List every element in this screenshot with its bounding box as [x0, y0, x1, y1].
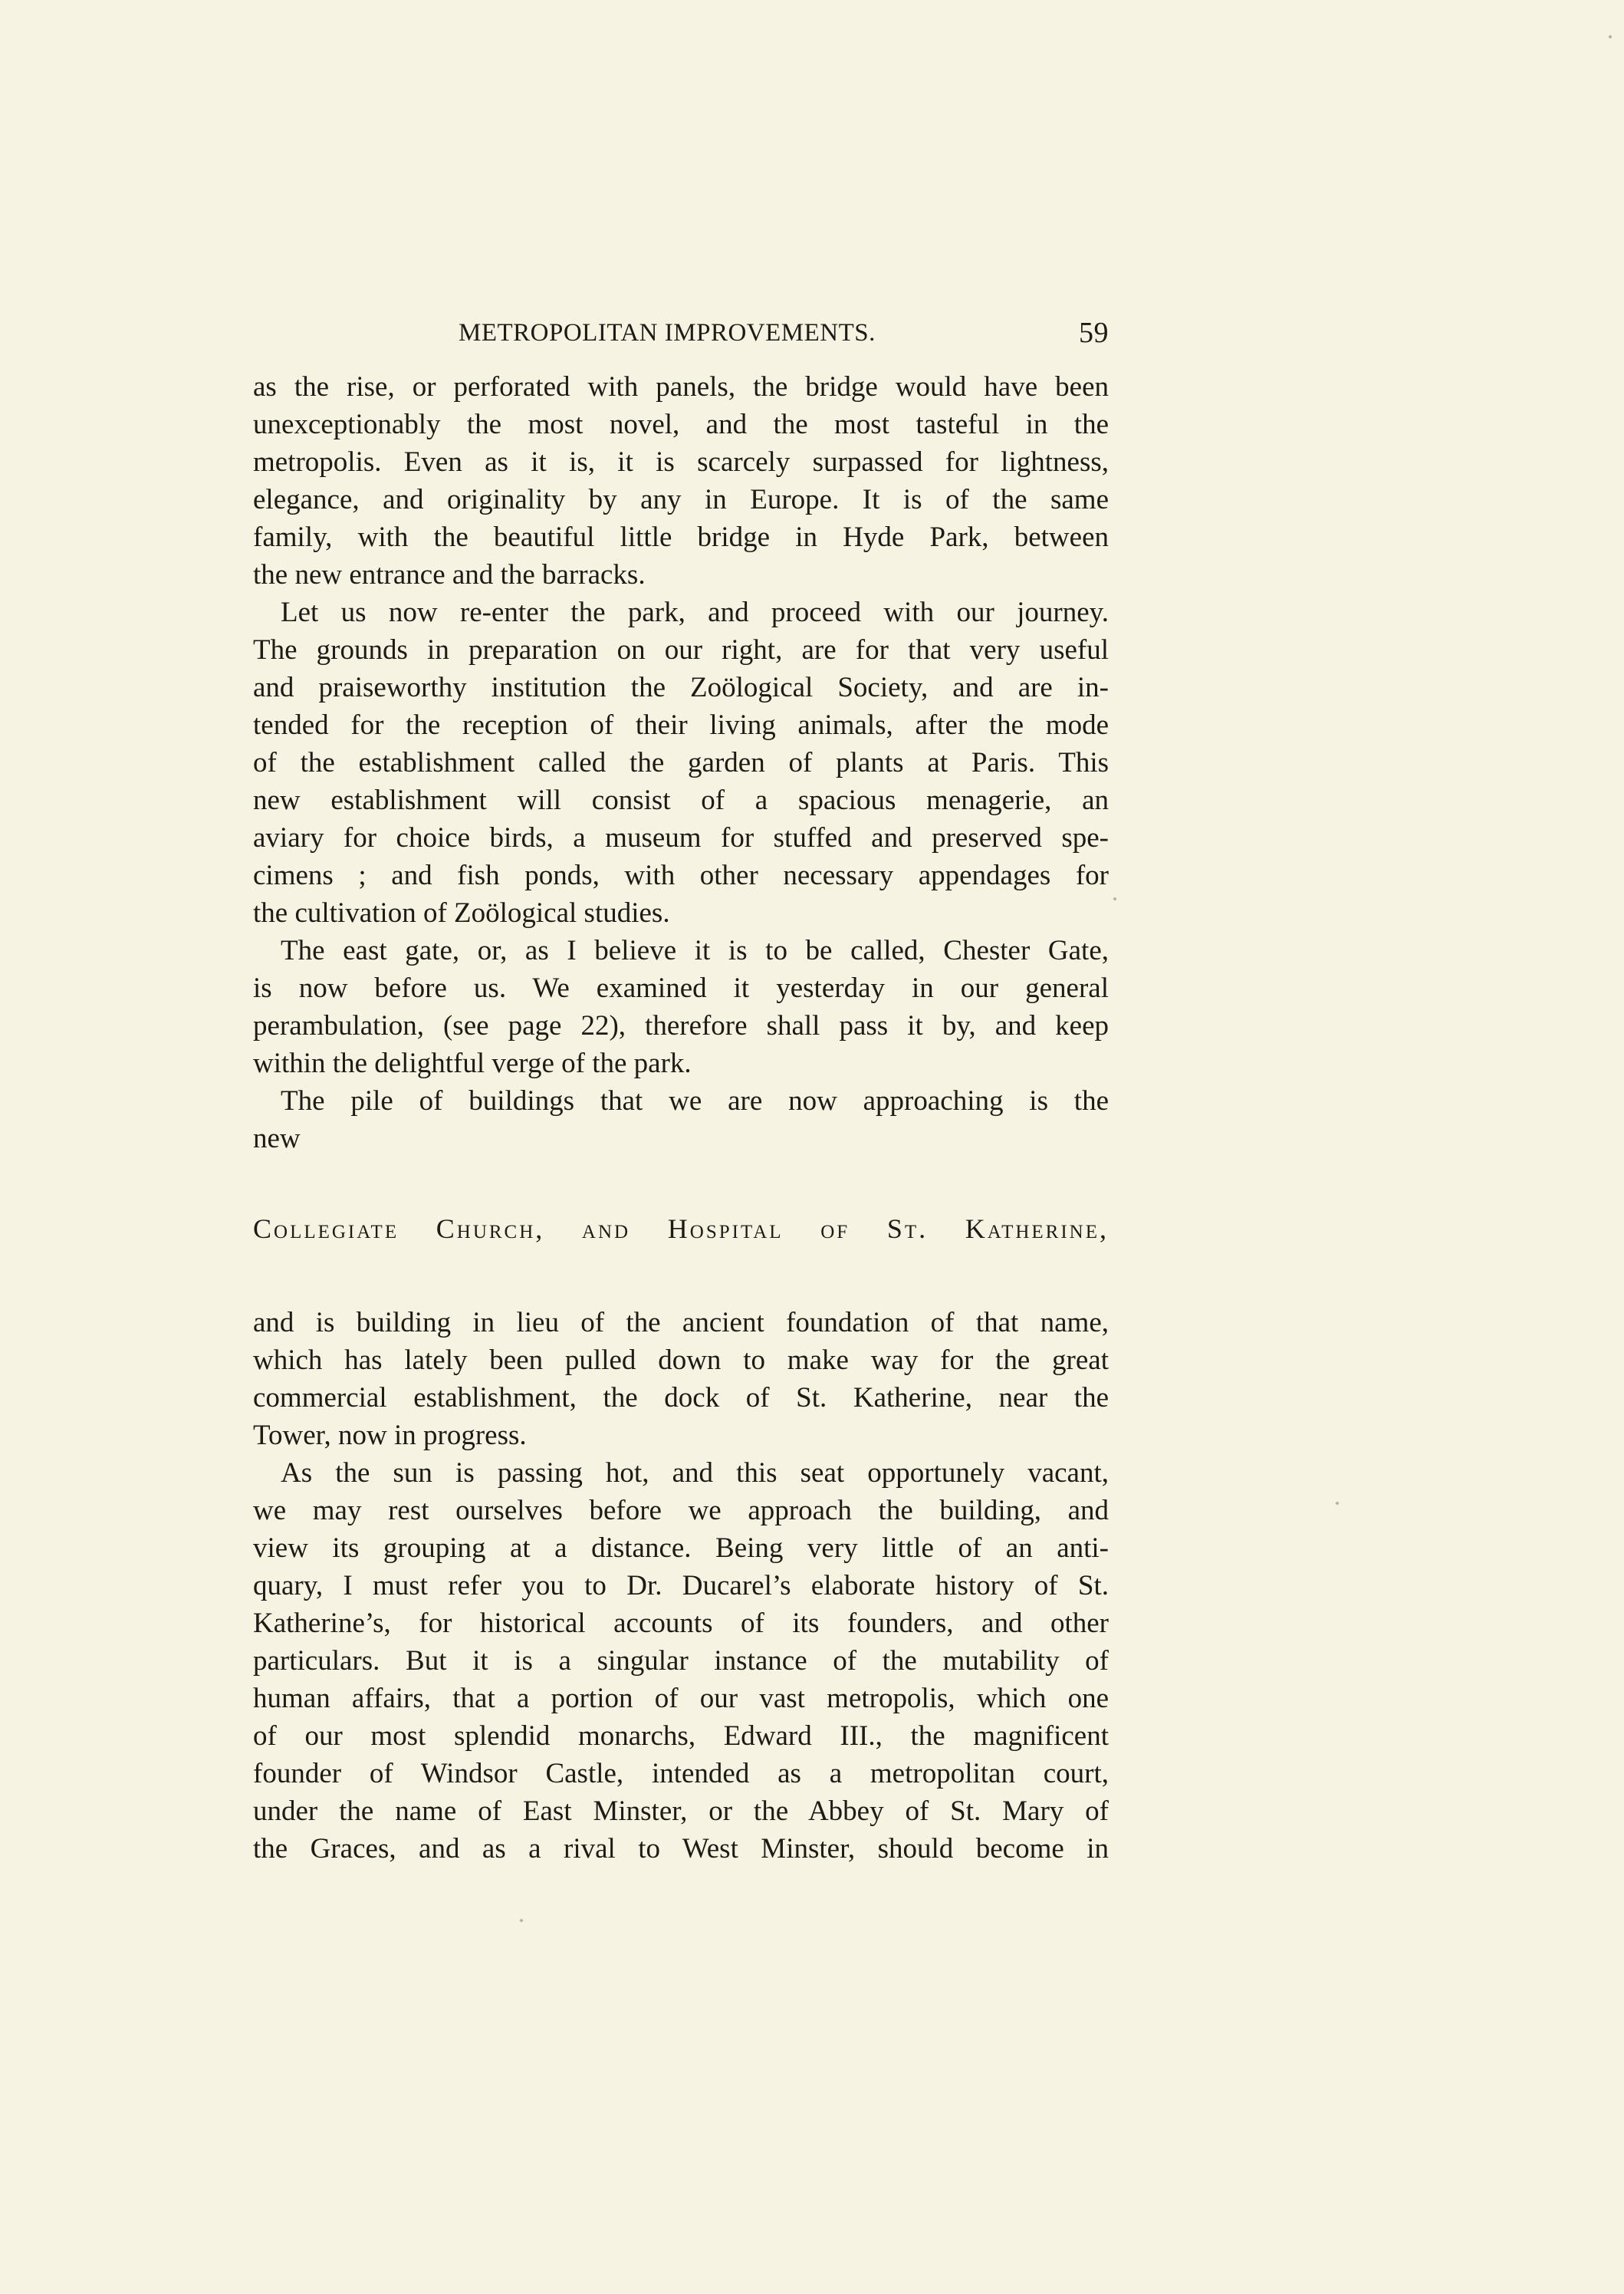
text-line: the cultivation of Zoölogical studies. — [253, 897, 670, 929]
text-line: As the sun is passing hot, and this seat opportunely vacant, — [281, 1457, 1109, 1489]
text-line: The pile of buildings that we are now approaching is the — [281, 1085, 1109, 1117]
text-line: quary, I must refer you to Dr. Ducarel’s elaborate history of St. — [253, 1570, 1109, 1601]
text-line: the Graces, and as a rival to West Minster, should become in — [253, 1833, 1109, 1864]
running-title: METROPOLITAN IMPROVEMENTS. — [459, 319, 876, 347]
paragraph-1 — [253, 368, 1109, 594]
text-line: elegance, and originality by any in Europe. It is of the same — [253, 484, 1109, 515]
text-line: new — [253, 1123, 301, 1154]
paragraph-6 — [253, 1454, 1109, 1868]
text-line: perambulation, (see page 22), therefore shall pass it by, and keep — [253, 1010, 1109, 1042]
text-line: Katherine’s, for historical accounts of its founders, and other — [253, 1608, 1109, 1639]
text-line: under the name of East Minster, or the Abbey of St. Mary of — [253, 1795, 1109, 1827]
text-line: view its grouping at a distance. Being very little of an anti- — [253, 1532, 1109, 1564]
text-line: aviary for choice birds, a museum for stuffed and preserved spe- — [253, 822, 1109, 854]
text-line: tended for the reception of their living animals, after the mode — [253, 709, 1109, 741]
text-line: is now before us. We examined it yesterday in our general — [253, 973, 1109, 1004]
text-line: and praiseworthy institution the Zoölogical Society, and are in- — [253, 672, 1109, 703]
text-line: new establishment will consist of a spacious menagerie, an — [253, 785, 1109, 816]
text-line: and is building in lieu of the ancient foundation of that name, — [253, 1307, 1109, 1338]
text-line: family, with the beautiful little bridge in Hyde Park, between — [253, 522, 1109, 553]
text-line: we may rest ourselves before we approach the building, and — [253, 1495, 1109, 1526]
running-header — [253, 313, 1109, 359]
paper-speck — [520, 1919, 523, 1922]
text-line: which has lately been pulled down to make way for the great — [253, 1344, 1109, 1376]
text-line: Tower, now in progress. — [253, 1420, 527, 1451]
paper-speck — [1113, 897, 1116, 900]
text-line: particulars. But it is a singular instance of the mutability of — [253, 1645, 1109, 1677]
paper-speck — [1609, 35, 1612, 38]
text-line: human affairs, that a portion of our vast metropolis, which one — [253, 1683, 1109, 1714]
text-line: The east gate, or, as I believe it is to be called, Chester Gate, — [281, 935, 1109, 966]
paragraph-4 — [253, 1082, 1109, 1157]
text-line: of the establishment called the garden of plants at Paris. This — [253, 747, 1109, 778]
text-line: of our most splendid monarchs, Edward III., the magnificent — [253, 1720, 1109, 1752]
text-line: commercial establishment, the dock of St. Katherine, near the — [253, 1382, 1109, 1414]
text-line: within the delightful verge of the park. — [253, 1048, 692, 1079]
paragraph-2 — [253, 594, 1109, 932]
text-line: cimens ; and fish ponds, with other necessary appendages for — [253, 860, 1109, 891]
text-line: founder of Windsor Castle, intended as a metropolitan court, — [253, 1758, 1109, 1789]
paragraph-3 — [253, 932, 1109, 1082]
paper-speck — [1336, 1502, 1339, 1505]
text-line: as the rise, or perforated with panels, the bridge would have been — [253, 371, 1109, 403]
text-line: unexceptionably the most novel, and the most tasteful in the — [253, 409, 1109, 440]
text-line: the new entrance and the barracks. — [253, 559, 646, 591]
text-line: The grounds in preparation on our right, are for that very useful — [253, 634, 1109, 666]
text-line: metropolis. Even as it is, it is scarcely surpassed for lightness, — [253, 446, 1109, 478]
page-number: 59 — [1079, 317, 1109, 349]
text-line: Let us now re-enter the park, and proceed with our journey. — [281, 597, 1109, 628]
section-heading: Collegiate Church, and Hospital of St. Katherine, — [253, 1213, 1109, 1244]
paragraph-5 — [253, 1304, 1109, 1454]
